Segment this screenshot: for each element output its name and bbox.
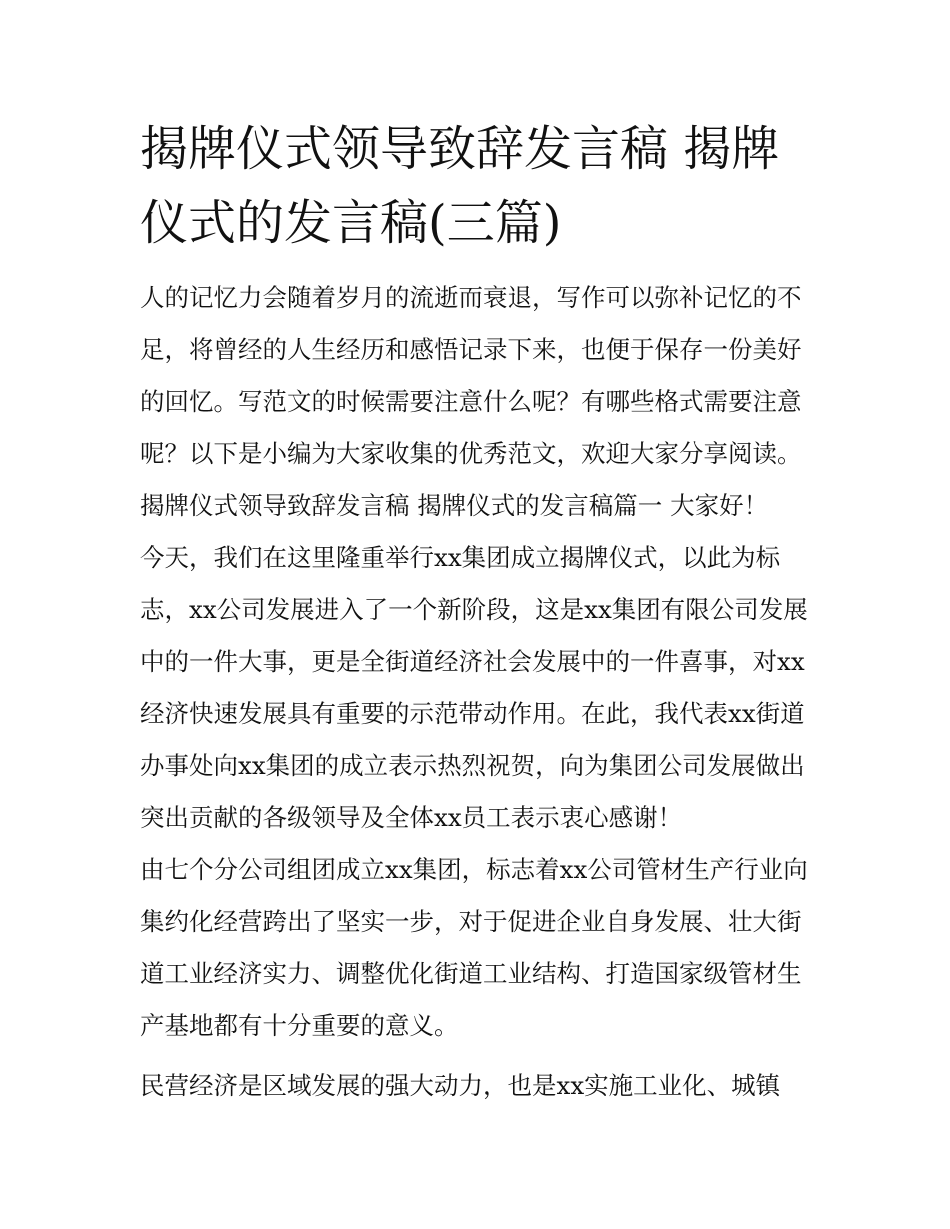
document-title: 揭牌仪式领导致辞发言稿 揭牌仪式的发言稿(三篇) bbox=[140, 121, 780, 251]
paragraph-speech-heading: 揭牌仪式领导致辞发言稿 揭牌仪式的发言稿篇一 大家好！ bbox=[140, 491, 769, 520]
paragraph-group-formation: 由七个分公司组团成立xx集团，标志着xx公司管材生产行业向集约化经营跨出了坚实一步，对于促进企业自身发展、壮大街道工业经济实力、调整优化街道工业结构、打造国家级管材生产基地都有十分重要的意义。 bbox=[140, 855, 808, 1040]
paragraph-intro: 人的记忆力会随着岁月的流逝而衰退，写作可以弥补记忆的不足，将曾经的人生经历和感悟记录下来，也便于保存一份美好的回忆。写范文的时候需要注意什么呢？有哪些格式需要注意呢？以下是小编为大家收集的优秀范文，欢迎大家分享阅读。 bbox=[140, 283, 802, 468]
document-body bbox=[140, 272, 812, 1112]
paragraph-private-economy: 民营经济是区域发展的强大动力，也是xx实施工业化、城镇 bbox=[140, 1071, 781, 1100]
paragraph-opening: 今天，我们在这里隆重举行xx集团成立揭牌仪式，以此为标志，xx公司发展进入了一个新阶段，这是xx集团有限公司发展中的一件大事，更是全街道经济社会发展中的一件喜事，对xx经济快速发展具有重要的示范带动作用。在此，我代表xx街道办事处向xx集团的成立表示热烈祝贺，向为集团公司发展做出突出贡献的各级领导及全体xx员工表示衷心感谢！ bbox=[140, 543, 808, 832]
